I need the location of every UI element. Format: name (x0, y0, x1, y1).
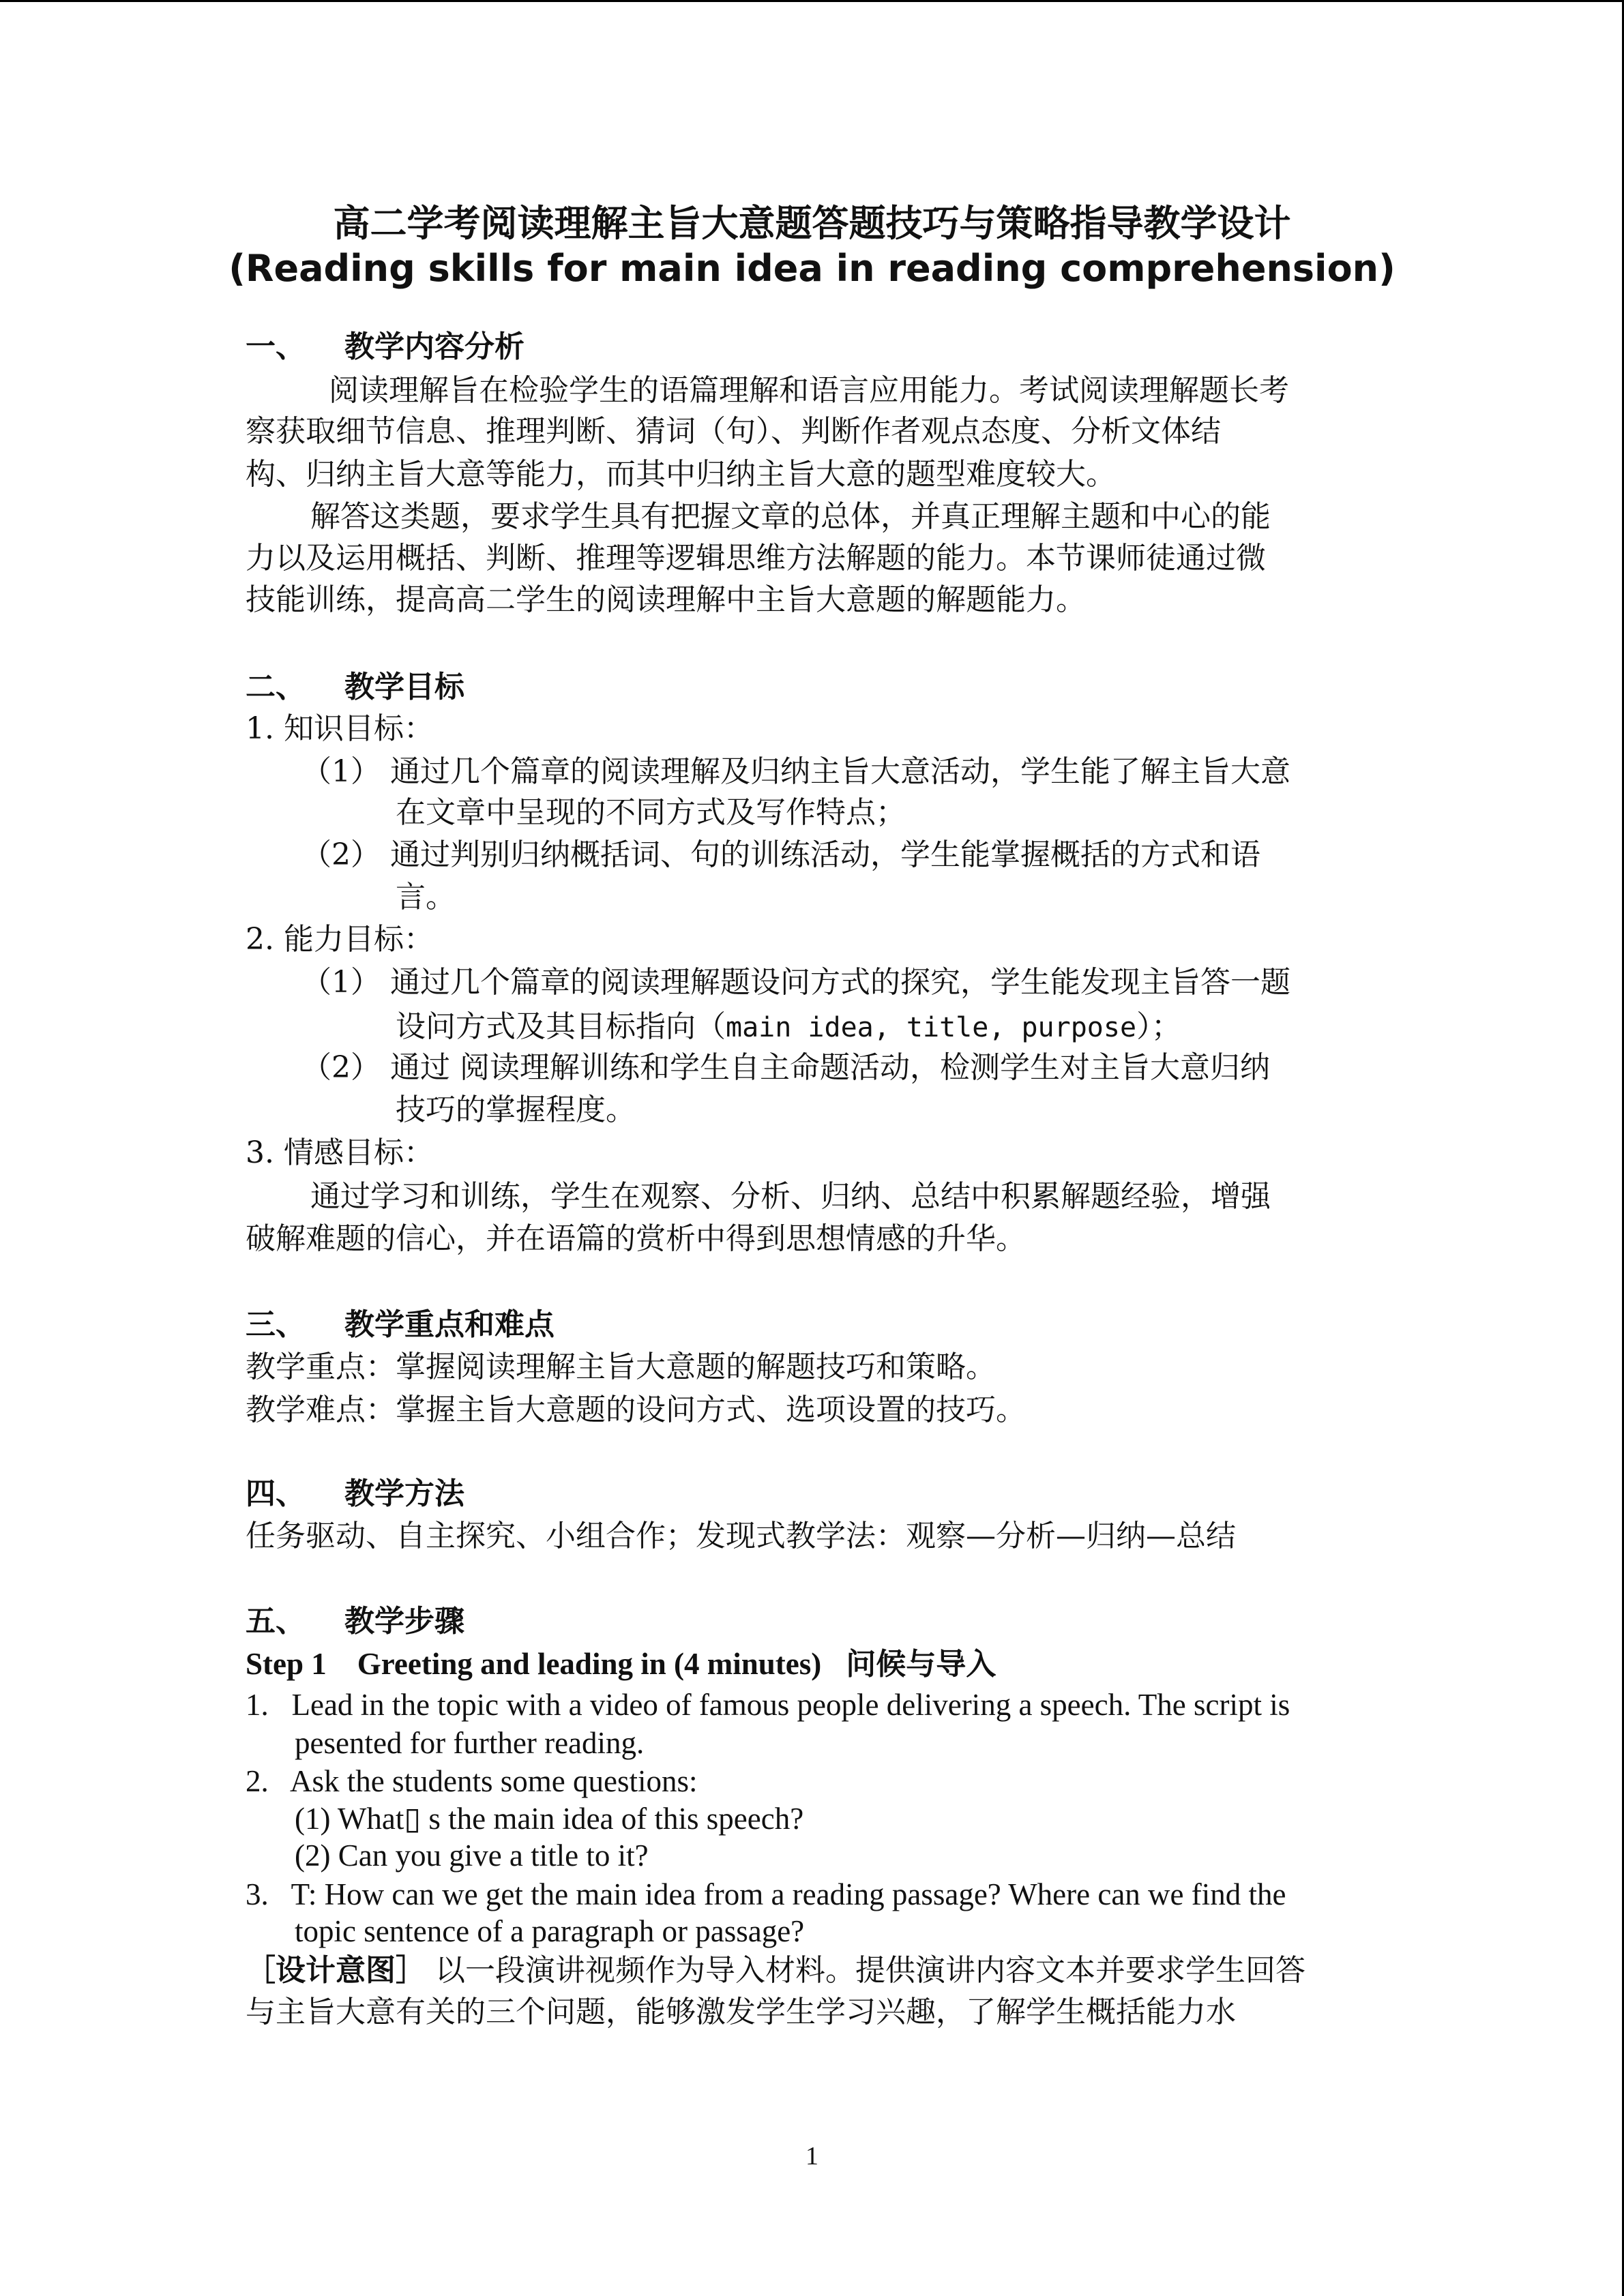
key-point-line: 教学重点：掌握阅读理解主旨大意题的解题技巧和策略。 (246, 1350, 996, 1384)
section-title: 教学方法 (344, 1476, 464, 1511)
design-intent-label: ［设计意图］ (246, 1953, 426, 1988)
section-title: 教学重点和难点 (344, 1307, 555, 1342)
section-title: 教学目标 (344, 670, 464, 704)
goal-heading-ability: 2. 能力目标： (246, 922, 434, 957)
paragraph-line: 技能训练，提高高二学生的阅读理解中主旨大意题的解题能力。 (246, 582, 1086, 617)
difficult-point-line: 教学难点：掌握主旨大意题的设问方式、选项设置的技巧。 (246, 1392, 1026, 1427)
paragraph-line: 察获取细节信息、推理判断、猜词（句）、判断作者观点态度、分析文体结 (246, 414, 1221, 449)
section-heading-2 (246, 668, 464, 706)
section-number: 二、 (246, 670, 306, 704)
step-title (246, 1645, 996, 1684)
question-item: (2) Can you give a title to it? (295, 1838, 649, 1873)
section-number: 五、 (246, 1604, 306, 1639)
goal-item: （1） 通过几个篇章的阅读理解题设问方式的探究，学生能发现主旨答一题 (301, 965, 1290, 1000)
goal-item-continued: 设问方式及其目标指向（main idea, title, purpose）； (396, 1009, 1182, 1044)
step-item: 1. Lead in the topic with a video of famous people delivering a speech. The script is (246, 1688, 1290, 1722)
goal-item: （2） 通过 阅读理解训练和学生自主命题活动，检测学生对主旨大意归纳 (301, 1050, 1270, 1085)
section-number: 四、 (246, 1476, 306, 1511)
target-terms: main idea, title, purpose (726, 1012, 1137, 1043)
section-number: 一、 (246, 329, 306, 364)
section-heading-1 (246, 328, 525, 366)
section-title: 教学内容分析 (344, 329, 525, 364)
goal-item-continued: 在文章中呈现的不同方式及写作特点； (396, 795, 906, 830)
section-heading-3 (246, 1306, 555, 1344)
paragraph-line: 阅读理解旨在检验学生的语篇理解和语言应用能力。考试阅读理解题长考 (329, 373, 1289, 408)
page-border-top (0, 0, 1624, 2)
step-item: 2. Ask the students some questions: (246, 1764, 698, 1798)
method-line: 任务驱动、自主探究、小组合作；发现式教学法：观察—分析—归纳—总结 (246, 1519, 1236, 1553)
section-heading-5 (246, 1602, 464, 1641)
design-intent-line: ［设计意图］ 以一段演讲视频作为导入材料。提供演讲内容文本并要求学生回答 (246, 1953, 1305, 1988)
step-item-continued: pesented for further reading. (295, 1726, 645, 1760)
section-heading-4 (246, 1475, 464, 1513)
paragraph-line: 构、归纳主旨大意等能力，而其中归纳主旨大意的题型难度较大。 (246, 457, 1116, 492)
goal-item: （1） 通过几个篇章的阅读理解及归纳主旨大意活动，学生能了解主旨大意 (301, 754, 1290, 789)
paragraph-line: 破解难题的信心，并在语篇的赏析中得到思想情感的升华。 (246, 1221, 1026, 1256)
step-title-chinese: 问候与导入 (846, 1647, 996, 1682)
goal-heading-affective: 3. 情感目标： (246, 1135, 434, 1170)
question-item: (1) What▯ s the main idea of this speech? (295, 1802, 804, 1836)
document-title-english: (Reading skills for main idea in reading comprehension) (228, 247, 1396, 290)
page-number: 1 (806, 2142, 818, 2171)
section-title: 教学步骤 (344, 1604, 464, 1639)
goal-heading-knowledge: 1. 知识目标： (246, 711, 434, 746)
section-number: 三、 (246, 1307, 306, 1342)
goal-item-continued: 言。 (396, 880, 456, 914)
step-item-continued: topic sentence of a paragraph or passage? (295, 1914, 805, 1948)
step-title-english: Step 1 Greeting and leading in (4 minutes) (246, 1647, 822, 1681)
paragraph-line: 解答这类题，要求学生具有把握文章的总体，并真正理解主题和中心的能 (310, 499, 1271, 534)
paragraph-line: 力以及运用概括、判断、推理等逻辑思维方法解题的能力。本节课师徒通过微 (246, 541, 1266, 576)
paragraph-line: 通过学习和训练，学生在观察、分析、归纳、总结中积累解题经验，增强 (310, 1179, 1271, 1214)
design-intent-line: 与主旨大意有关的三个问题，能够激发学生学习兴趣，了解学生概括能力水 (246, 1995, 1236, 2029)
document-title-chinese: 高二学考阅读理解主旨大意题答题技巧与策略指导教学设计 (333, 202, 1291, 245)
goal-item: （2） 通过判别归纳概括词、句的训练活动，学生能掌握概括的方式和语 (301, 837, 1260, 872)
goal-item-continued: 技巧的掌握程度。 (396, 1092, 636, 1127)
step-item: 3. T: How can we get the main idea from a reading passage? Where can we find the (246, 1877, 1286, 1911)
